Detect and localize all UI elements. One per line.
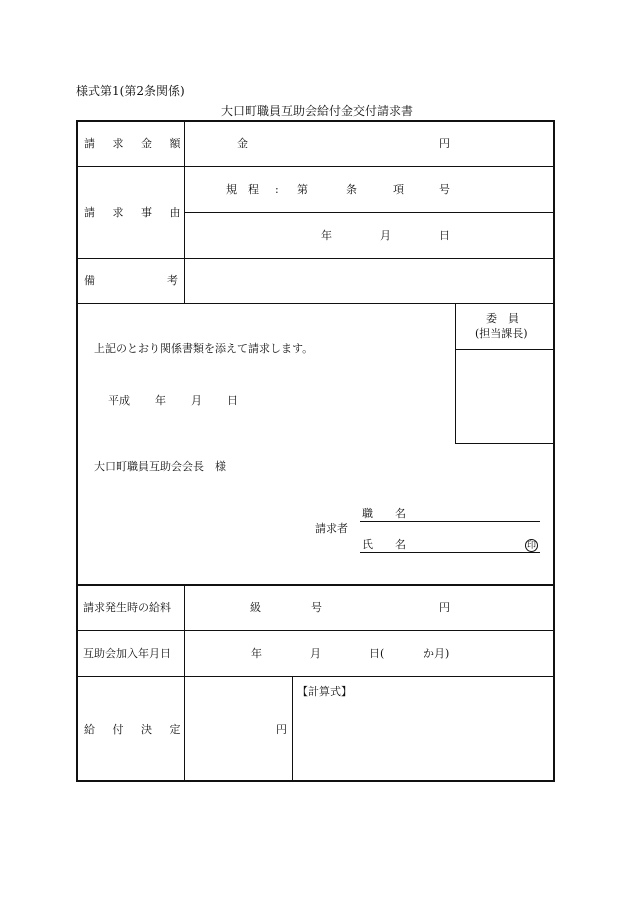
reason-rule-char2: 程 — [248, 183, 259, 196]
row-divider — [184, 212, 555, 213]
statement-text: 上記のとおり関係書類を添えて請求します。 — [94, 342, 314, 355]
join-day: 日( — [369, 647, 385, 660]
decision-unit: 円 — [276, 723, 287, 736]
row-divider — [77, 630, 555, 631]
join-month: 月 — [310, 647, 321, 660]
label-column-divider — [184, 121, 185, 303]
label-column-divider — [184, 585, 185, 781]
reason-year: 年 — [321, 229, 332, 242]
statement-year: 年 — [155, 394, 166, 407]
seal-mark-icon: 印 — [526, 541, 536, 551]
name-underline — [360, 552, 540, 553]
name-label: 氏 名 — [362, 538, 406, 551]
statement-day: 日 — [227, 394, 238, 407]
row-divider — [77, 258, 555, 259]
statement-month: 月 — [191, 394, 202, 407]
post-label: 職 名 — [362, 507, 406, 520]
join-date-label: 互助会加入年月日 — [83, 647, 171, 660]
reason-go: 号 — [439, 183, 450, 196]
join-year: 年 — [251, 647, 262, 660]
form-title: 大口町職員互助会給付金交付請求書 — [221, 104, 414, 118]
post-underline — [360, 521, 540, 522]
salary-go: 号 — [311, 601, 322, 614]
remarks-label-right: 考 — [167, 274, 178, 287]
formula-divider — [292, 676, 293, 781]
join-months: か月) — [423, 647, 450, 660]
reason-dai: 第 — [297, 183, 308, 196]
decision-label: 給 付 決 定 — [84, 723, 181, 736]
reason-rule-char1: 規 — [226, 183, 237, 196]
salary-unit: 円 — [439, 601, 450, 614]
statement-era: 平成 — [108, 394, 130, 407]
addressee: 大口町職員互助会会長 様 — [94, 460, 226, 473]
amount-prefix: 金 — [237, 137, 248, 150]
committee-title: 委 員 — [486, 312, 519, 325]
reason-colon: : — [275, 183, 279, 196]
reason-ko: 項 — [393, 183, 404, 196]
amount-label: 請 求 金 額 — [84, 137, 181, 150]
amount-unit: 円 — [439, 137, 450, 150]
committee-left — [455, 303, 456, 443]
salary-label: 請求発生時の給料 — [83, 601, 171, 614]
remarks-label-left: 備 — [84, 274, 95, 287]
committee-divider — [455, 349, 555, 350]
reason-jo: 条 — [346, 183, 357, 196]
claimant-label: 請求者 — [315, 522, 348, 535]
form-number: 様式第1(第2条関係) — [76, 84, 185, 98]
reason-month: 月 — [380, 229, 391, 242]
reason-day: 日 — [439, 229, 450, 242]
committee-bottom — [455, 443, 555, 444]
row-divider — [77, 303, 555, 304]
salary-kyu: 級 — [250, 601, 261, 614]
row-divider — [77, 166, 555, 167]
row-divider — [77, 584, 555, 586]
formula-label: 【計算式】 — [297, 685, 352, 698]
row-divider — [77, 676, 555, 677]
reason-label: 請 求 事 由 — [84, 206, 181, 219]
committee-subtitle: (担当課長) — [475, 327, 528, 340]
